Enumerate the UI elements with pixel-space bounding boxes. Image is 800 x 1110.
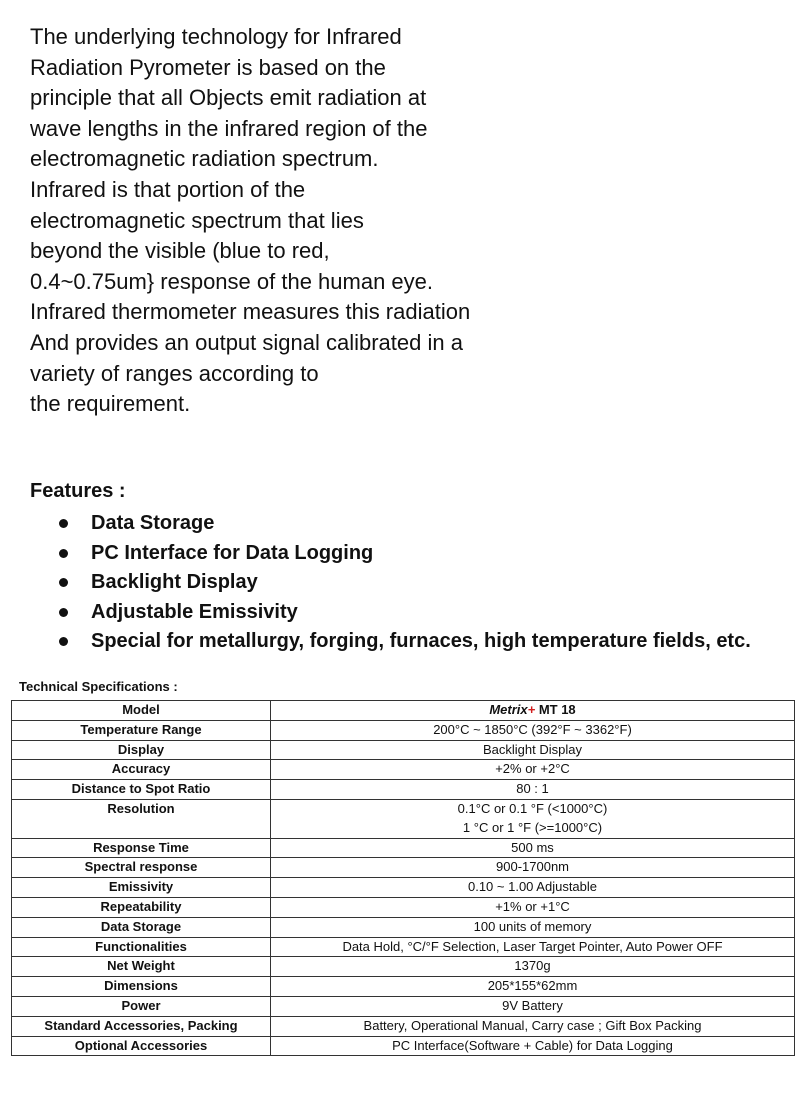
intro-line: variety of ranges according to xyxy=(30,360,319,386)
table-header-row xyxy=(12,701,795,721)
specs-table xyxy=(11,700,795,1056)
feature-label: Backlight Display xyxy=(91,571,258,593)
spec-param: Functionalities xyxy=(12,937,271,957)
table-row xyxy=(12,838,795,858)
spec-value: Data Hold, °C/°F Selection, Laser Target Pointer, Auto Power OFF xyxy=(271,937,795,957)
intro-line: Infrared thermometer measures this radiation xyxy=(30,299,471,325)
table-row xyxy=(12,957,795,977)
intro-line: And provides an output signal calibrated in a xyxy=(30,329,463,355)
feature-item xyxy=(0,627,800,657)
table-row xyxy=(12,1036,795,1056)
spec-value: 9V Battery xyxy=(271,996,795,1016)
intro-line: 0.4~0.75um} response of the human eye. xyxy=(30,268,434,294)
spec-value: PC Interface(Software + Cable) for Data Logging xyxy=(271,1036,795,1056)
spec-value: 200°C ~ 1850°C (392°F ~ 3362°F) xyxy=(271,720,795,740)
spec-value-line: 0.1°C or 0.1 °F (<1000°C) xyxy=(457,800,608,816)
table-row xyxy=(12,937,795,957)
table-row xyxy=(12,858,795,878)
bullet-icon xyxy=(59,637,68,646)
feature-item xyxy=(0,598,800,628)
spec-value: 80 : 1 xyxy=(271,780,795,800)
spec-param: Temperature Range xyxy=(12,720,271,740)
spec-value-line: 1 °C or 1 °F (>=1000°C) xyxy=(462,819,603,835)
spec-param: Power xyxy=(12,996,271,1016)
table-row xyxy=(12,897,795,917)
spec-param: Net Weight xyxy=(12,957,271,977)
spec-param: Standard Accessories, Packing xyxy=(12,1016,271,1036)
spec-param: Repeatability xyxy=(12,897,271,917)
spec-param: Accuracy xyxy=(12,760,271,780)
intro-line: the requirement. xyxy=(30,391,191,417)
table-row xyxy=(12,760,795,780)
spec-value: 900-1700nm xyxy=(271,858,795,878)
intro-line: electromagnetic radiation spectrum. xyxy=(30,146,379,172)
table-row xyxy=(12,720,795,740)
spec-value: 205*155*62mm xyxy=(271,977,795,997)
intro-paragraph xyxy=(30,22,770,420)
spec-value: 0.10 ~ 1.00 Adjustable xyxy=(271,878,795,898)
intro-line: electromagnetic spectrum that lies xyxy=(30,207,364,233)
spec-param: Optional Accessories xyxy=(12,1036,271,1056)
spec-value: 100 units of memory xyxy=(271,917,795,937)
spec-param: Display xyxy=(12,740,271,760)
intro-line: Radiation Pyrometer is based on the xyxy=(30,54,386,80)
table-row xyxy=(12,780,795,800)
table-row xyxy=(12,917,795,937)
spec-param: Data Storage xyxy=(12,917,271,937)
brand-plus: + xyxy=(527,702,536,717)
bullet-icon xyxy=(59,608,68,617)
intro-line: wave lengths in the infrared region of the xyxy=(30,115,428,141)
table-row xyxy=(12,1016,795,1036)
feature-item xyxy=(0,568,800,598)
spec-param: Emissivity xyxy=(12,878,271,898)
spec-param: Dimensions xyxy=(12,977,271,997)
features-heading: Features : xyxy=(30,480,126,502)
spec-value xyxy=(271,799,795,838)
spec-param: Spectral response xyxy=(12,858,271,878)
spec-value: +1% or +1°C xyxy=(271,897,795,917)
intro-line: Infrared is that portion of the xyxy=(30,176,306,202)
feature-item xyxy=(0,509,800,539)
feature-label: Special for metallurgy, forging, furnaces, high temperature fields, etc. xyxy=(91,630,751,652)
model-number: MT 18 xyxy=(535,702,576,717)
spec-value: 500 ms xyxy=(271,838,795,858)
spec-value: 1370g xyxy=(271,957,795,977)
intro-line: beyond the visible (blue to red, xyxy=(30,238,330,264)
table-row xyxy=(12,996,795,1016)
features-list xyxy=(0,509,800,657)
model-value xyxy=(271,701,795,721)
table-row xyxy=(12,977,795,997)
bullet-icon xyxy=(59,578,68,587)
feature-item xyxy=(0,539,800,569)
spec-value: Backlight Display xyxy=(271,740,795,760)
feature-label: Adjustable Emissivity xyxy=(91,600,298,623)
spec-value: Battery, Operational Manual, Carry case ; Gift Box Packing xyxy=(271,1016,795,1036)
spec-param: Resolution xyxy=(12,799,271,838)
model-label: Model xyxy=(12,701,271,721)
table-row xyxy=(12,740,795,760)
bullet-icon xyxy=(59,519,68,528)
table-row xyxy=(12,878,795,898)
feature-label: Data Storage xyxy=(91,512,215,534)
spec-value: +2% or +2°C xyxy=(271,760,795,780)
bullet-icon xyxy=(59,549,68,558)
feature-label: PC Interface for Data Logging xyxy=(91,541,374,564)
intro-line: The underlying technology for Infrared xyxy=(30,24,402,49)
intro-line: principle that all Objects emit radiation at xyxy=(30,85,427,111)
spec-param: Response Time xyxy=(12,838,271,858)
brand-name: Metrix xyxy=(489,702,528,717)
table-row xyxy=(12,799,795,838)
specs-heading: Technical Specifications : xyxy=(19,679,178,694)
spec-param: Distance to Spot Ratio xyxy=(12,780,271,800)
